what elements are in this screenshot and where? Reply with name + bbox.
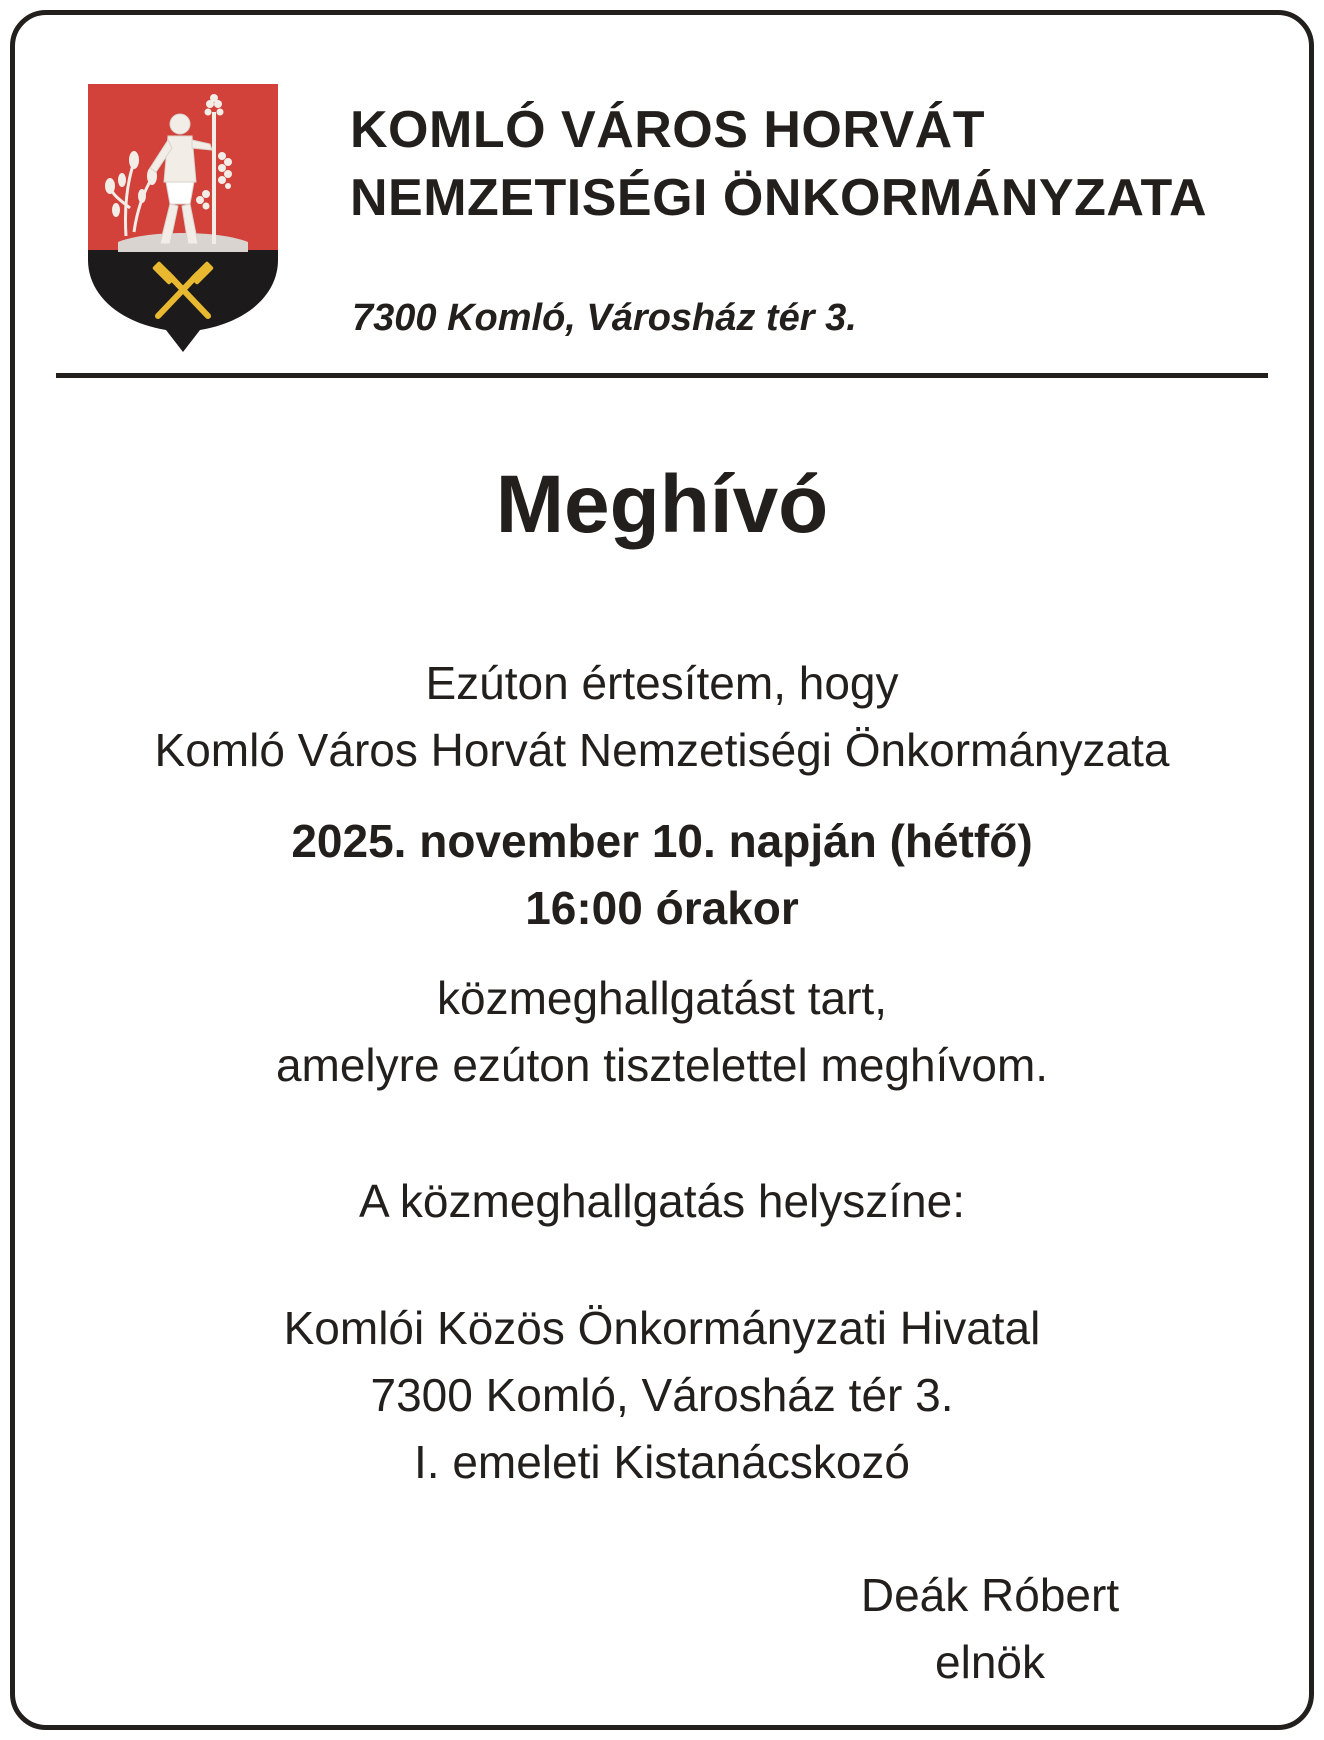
intro-line-2: Komló Város Horvát Nemzetiségi Önkormányzata [154,724,1170,776]
page-title: Meghívó [495,459,829,550]
organization-name-line-2: NEMZETISÉGI ÖNKORMÁNYZATA [350,169,1207,227]
organization-name-line-1: KOMLÓ VÁROS HORVÁT [350,101,985,159]
coat-of-arms-icon [88,84,278,352]
intro-text [0,650,1324,784]
event-description-line-2: amelyre ezúton tisztelettel meghívom. [275,1039,1049,1091]
venue-line-1: Komlói Közös Önkormányzati Hivatal [283,1302,1041,1354]
signatory-name: Deák Róbert [860,1569,1120,1621]
signature-block [790,1562,1190,1696]
venue-details [0,1295,1324,1496]
venue-label: A közmeghallgatás helyszíne: [358,1175,966,1227]
event-time: 16:00 órakor [525,882,799,934]
organization-name [350,96,1290,232]
header-divider [56,373,1268,378]
event-date: 2025. november 10. napján (hétfő) [291,815,1033,867]
header-address: 7300 Komló, Városház tér 3. [352,297,857,339]
signatory-title: elnök [935,1636,1045,1688]
venue-line-3: I. emeleti Kistanácskozó [413,1436,910,1488]
venue-line-2: 7300 Komló, Városház tér 3. [370,1369,954,1421]
event-description-line-1: közmeghallgatást tart, [436,972,887,1024]
event-datetime [0,808,1324,942]
intro-line-1: Ezúton értesítem, hogy [425,657,899,709]
event-description [0,965,1324,1099]
